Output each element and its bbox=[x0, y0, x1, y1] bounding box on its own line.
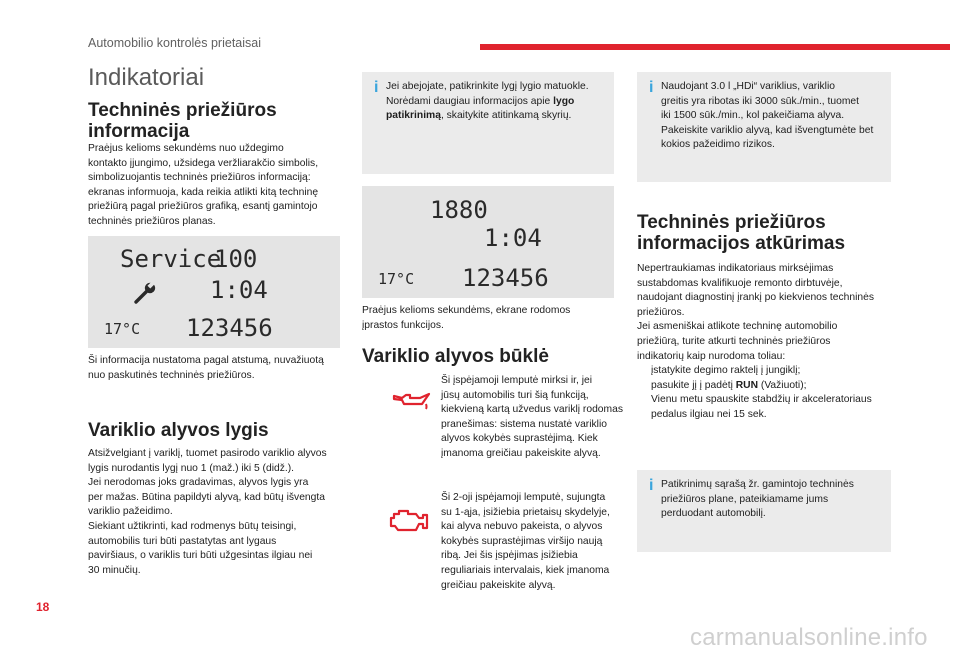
oil-pressure-warning-icon bbox=[392, 390, 432, 412]
display-service-label: Service bbox=[120, 245, 222, 273]
page-number: 18 bbox=[36, 600, 50, 614]
header-accent-bar bbox=[480, 44, 950, 50]
section-title: Indikatoriai bbox=[88, 64, 205, 91]
reset-text: Nepertraukiamas indikatoriaus mirksėjimas sustabdomas kvalifikuoje remonto dirbtuvėje, naudojant diagnostinį įrankį po kiekvienos techninės priežiūros. Jei asmeniškai atlikote techninę automobilio priežiūrą, turite atkurti techninės priežiūros indikatorių kaip nurodoma toliau: įstatykite degimo raktelį į jungiklį; pasukite jį į padėtį RUN (Važiuoti); Vienu metu spauskite stabdžių ir akceleratoriaus pedalus ilgiau nei 15 sek. bbox=[637, 262, 874, 423]
watermark: carmanualsonline.info bbox=[690, 624, 928, 649]
info-box-text: Jei abejojate, patikrinkite lygį lygio matuokle. Norėdami daugiau informacijos apie lygo patikrinimą, skaitykite atitinkamą skyrių. bbox=[386, 81, 589, 122]
engine-warning-icon bbox=[388, 506, 430, 534]
normal-display-text: Praėjus kelioms sekundėms, ekrane rodomos įprastos funkcijos. bbox=[362, 305, 571, 331]
reset-heading: Techninės priežiūros informacijos atkūrimas bbox=[637, 212, 846, 254]
display-odometer: 123456 bbox=[186, 314, 273, 342]
engine-warning-text: Ši 2-oji įspėjamoji lemputė, sujungta su 1-ąja, įsižiebia prietaisų skydelyje, kai alyva nebuvo pakeista, o alyvos kokybės suprastėjimas viršijo naują ribą. Jei šis įspėjimas įsižiebia reguliariais intervalais, kiek įmanoma greičiau pakeiskite alyvą. bbox=[441, 492, 610, 591]
info-icon: i bbox=[374, 79, 379, 96]
normal-display-image bbox=[362, 186, 614, 298]
oil-state-heading: Variklio alyvos būklė bbox=[362, 346, 549, 367]
info-icon: i bbox=[649, 79, 654, 96]
reset-step-2: pasukite jį į padėtį RUN (Važiuoti); bbox=[651, 379, 807, 391]
service-info-text: Praėjus kelioms sekundėms nuo uždegimo kontakto įjungimo, užsidega veržliarakčio simbolis, simbolizuojantis techninės priežiūros informaciją: ekranas informuoja, kada reikia atlikti kitą techninę priežiūrą pagal priežiūros grafiką, esantį gamintojo techninės priežiūros planas. bbox=[88, 143, 319, 227]
oil-level-heading: Variklio alyvos lygis bbox=[88, 420, 269, 441]
hdi-engine-info-box bbox=[637, 72, 891, 182]
reset-step-3: Vienu metu spauskite stabdžių ir akceleratoriaus bbox=[651, 394, 872, 406]
display-service-value: 100 bbox=[214, 245, 258, 273]
wrench-icon bbox=[132, 280, 158, 306]
display-temperature: 17°C bbox=[104, 320, 141, 338]
display-time: 1:04 bbox=[484, 224, 542, 252]
info-box-text: Patikrinimų sąrašą žr. gamintojo techninės priežiūros plane, pateikiamame jums perduodant automobilį. bbox=[661, 479, 854, 520]
service-info-heading: Techninės priežiūros informacija bbox=[88, 100, 277, 142]
info-icon: i bbox=[649, 477, 654, 494]
display-trip: 1880 bbox=[430, 196, 488, 224]
info-box-text: Naudojant 3.0 l „HDi“ variklius, variklio greitis yra ribotas iki 3000 sūk./min., tuomet iki 1500 sūk./min., kol pakeičiama alyva. Pakeiskite variklio alyvą, kad išvengtumėte bet kokios pažeidimo rizikos. bbox=[661, 81, 874, 151]
reset-step-3-cont: pedalus ilgiau nei 15 sek. bbox=[651, 408, 767, 420]
display-temperature: 17°C bbox=[378, 270, 415, 288]
checklist-info-box bbox=[637, 470, 891, 552]
oil-check-info-box bbox=[362, 72, 614, 174]
oil-level-text: Atsižvelgiant į variklį, tuomet pasirodo variklio alyvos lygis nurodantis lygį nuo 1 (maž.) iki 5 (didž.). Jei nerodomas joks gradavimas, alyvos lygis yra per mažas. Būtina papildyti alyvą, kad būtų išvengta variklio pažeidimo. Siekiant užtikrinti, kad rodmenys būtų teisingi, automobilis turi būti pastatytas ant lygaus paviršiaus, o variklis turi būti užgesintas ilgiau nei 30 minučių. bbox=[88, 448, 327, 576]
running-header: Automobilio kontrolės prietaisai bbox=[88, 36, 262, 50]
display-odometer: 123456 bbox=[462, 264, 549, 292]
reset-step-1: įstatykite degimo raktelį į jungiklį; bbox=[651, 365, 801, 377]
display-time: 1:04 bbox=[210, 276, 268, 304]
oil-pressure-text: Ši įspėjamoji lemputė mirksi ir, jei jūsų automobilis turi šią funkciją, kiekvieną kartą užvedus variklį rodomas pranešimas: sistema nustatė variklio alyvos kokybės suprastėjimą. Kiek įmanoma greičiau pakeiskite alyvą. bbox=[441, 375, 623, 459]
service-display-image bbox=[88, 236, 340, 348]
display-explanation-text: Ši informacija nustatoma pagal atstumą, nuvažiuotą nuo paskutinės techninės priežiūros. bbox=[88, 355, 324, 381]
